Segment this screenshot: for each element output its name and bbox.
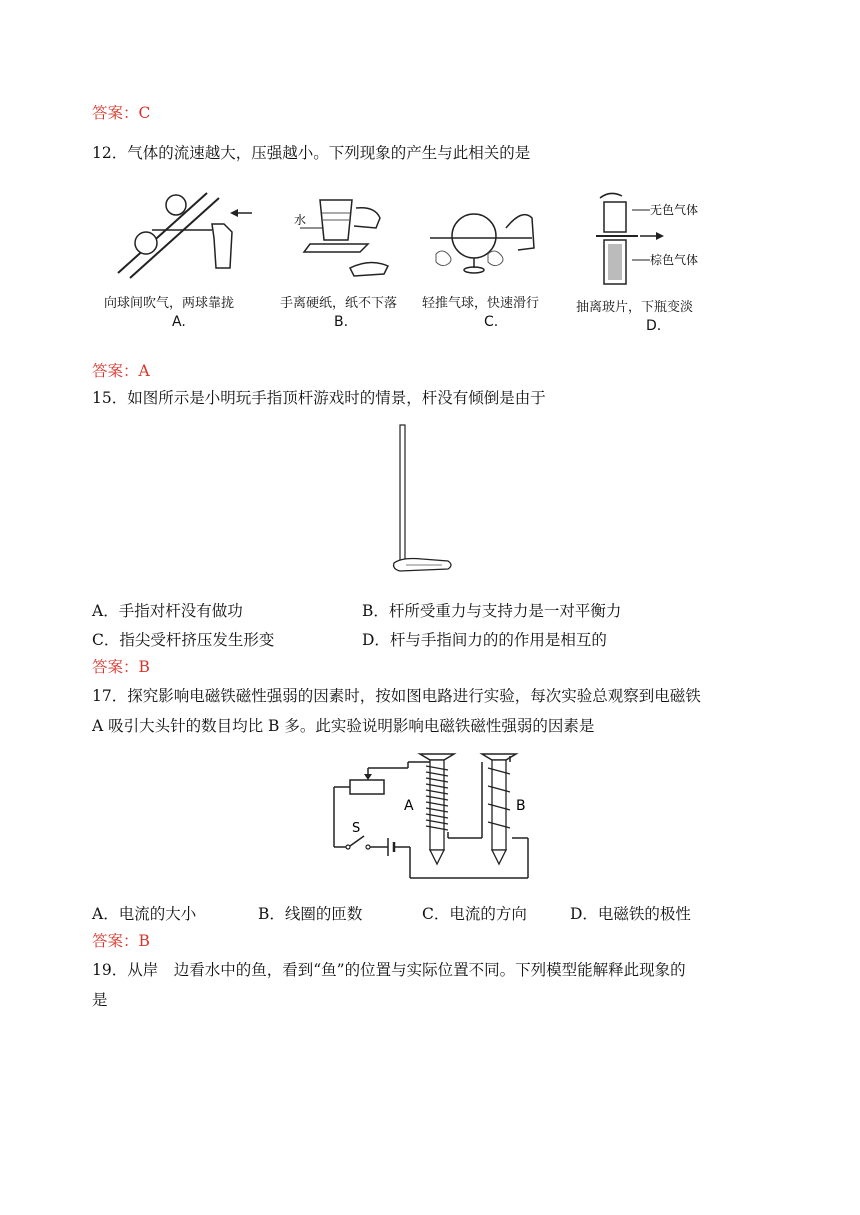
q17-magnet-b-label: B <box>516 798 526 814</box>
q15-option-d: D．杆与手指间力的的作用是相互的 <box>362 631 607 649</box>
q12-figure-d-letter: D. <box>646 318 662 334</box>
q15-stem: 15．如图所示是小明玩手指顶杆游戏时的情景，杆没有倾倒是由于 <box>92 389 546 407</box>
balloon-illustration <box>422 188 562 288</box>
q12-figure-c-letter: C. <box>484 314 499 330</box>
q12-figure-d-caption: 抽离玻片，下瓶变淡 <box>576 300 694 315</box>
q17-stem-line1: 17．探究影响电磁铁磁性强弱的因素时，按如图电路进行实验，每次实验总观察到电磁铁 <box>92 687 701 705</box>
q12-figure-d-label-bottom: 棕色气体 <box>650 253 699 267</box>
gas-bottles-illustration <box>576 188 726 298</box>
q15-answer: 答案：B <box>92 658 150 676</box>
cup-card-illustration <box>280 188 410 288</box>
q17-option-b: B．线圈的匝数 <box>258 905 363 923</box>
q12-figure-b <box>280 188 410 338</box>
q15-option-c: C．指尖受杆挤压发生形变 <box>92 631 275 649</box>
q15-figure <box>392 423 462 573</box>
q17-stem-line2: A 吸引大头针的数目均比 B 多。此实验说明影响电磁铁磁性强弱的因素是 <box>92 717 595 735</box>
q12-figure-c <box>422 188 562 338</box>
q17-answer: 答案：B <box>92 932 150 950</box>
q12-answer: 答案：A <box>92 362 150 380</box>
q17-circuit-figure <box>328 752 548 884</box>
q17-option-d: D．电磁铁的极性 <box>570 905 691 923</box>
q12-figure-b-water-label: 水 <box>294 213 307 227</box>
q12-figure-a-caption: 向球间吹气，两球靠拢 <box>104 296 235 311</box>
q12-figure-c-caption: 轻推气球，快速滑行 <box>422 296 540 311</box>
balls-blowing-illustration <box>112 188 262 288</box>
q15-option-a: A．手指对杆没有做功 <box>92 602 243 620</box>
q12-figure-a-letter: A. <box>172 314 186 330</box>
q17-option-c: C．电流的方向 <box>422 905 527 923</box>
q19-stem-line1: 19．从岸 边看水中的鱼，看到“鱼”的位置与实际位置不同。下列模型能解释此现象的 <box>92 961 686 979</box>
electromagnet-circuit-diagram <box>328 752 548 884</box>
q12-figure-d <box>576 188 726 338</box>
q17-option-a: A．电流的大小 <box>92 905 197 923</box>
q17-magnet-a-label: A <box>404 798 414 814</box>
q12-figure-a <box>104 188 262 338</box>
q11-answer: 答案：C <box>92 104 151 122</box>
q12-stem: 12．气体的流速越大，压强越小。下列现象的产生与此相关的是 <box>92 144 531 162</box>
q17-switch-label: S <box>352 821 361 836</box>
finger-pole-illustration <box>392 423 462 573</box>
q12-figure-b-caption: 手离硬纸，纸不下落 <box>280 296 398 311</box>
q12-figure-b-letter: B. <box>334 314 349 330</box>
q15-option-b: B．杆所受重力与支持力是一对平衡力 <box>362 602 622 620</box>
q12-figure-d-label-top: 无色气体 <box>650 203 699 217</box>
q19-stem-line2: 是 <box>92 991 108 1009</box>
